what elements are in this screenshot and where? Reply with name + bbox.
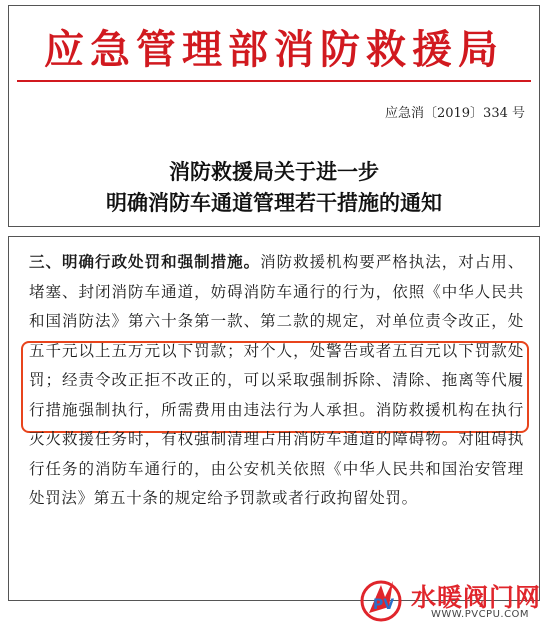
svg-text:PV: PV bbox=[373, 597, 395, 613]
document-body-box bbox=[8, 236, 540, 601]
red-divider bbox=[17, 80, 531, 82]
issuing-authority: 应急管理部消防救援局 bbox=[44, 26, 504, 73]
section-heading: 三、明确行政处罚和强制措施。 bbox=[29, 252, 261, 271]
title-line-2: 明确消防车通道管理若干措施的通知 bbox=[106, 190, 442, 215]
document-number: 应急消〔2019〕334 号 bbox=[384, 106, 525, 121]
body-paragraph bbox=[29, 247, 524, 514]
title-line-1: 消防救援局关于进一步 bbox=[169, 159, 379, 184]
site-watermark bbox=[359, 577, 544, 623]
pv-logo-icon bbox=[359, 577, 407, 623]
watermark-url: WWW.PVCPU.COM bbox=[431, 609, 530, 620]
document-title bbox=[9, 156, 539, 218]
watermark-name: 水暖阀门网 bbox=[411, 583, 542, 612]
document-header-box bbox=[8, 5, 540, 227]
body-text: 消防救援机构要严格执法，对占用、堵塞、封闭消防车通道，妨碍消防车通行的行为，依照《中华人民共和国消防法》第六十条第一款、第二款的规定，对单位责令改正，处五千元以上五万元以下罚款；对个人，处警告或者五百元以下罚款处罚；经责令改正拒不改正的，可以采取强制拆除、清除、拖离等代履行措施强制执行，所需费用由违法行为人承担。消防救援机构在执行灭火救援任务时，有权强制清理占用消防车通道的障碍物。对阻碍执行任务的消防车通行的，由公安机关依照《中华人民共和国治安管理处罚法》第五十条的规定给予罚款或者行政拘留处罚。 bbox=[29, 253, 524, 507]
